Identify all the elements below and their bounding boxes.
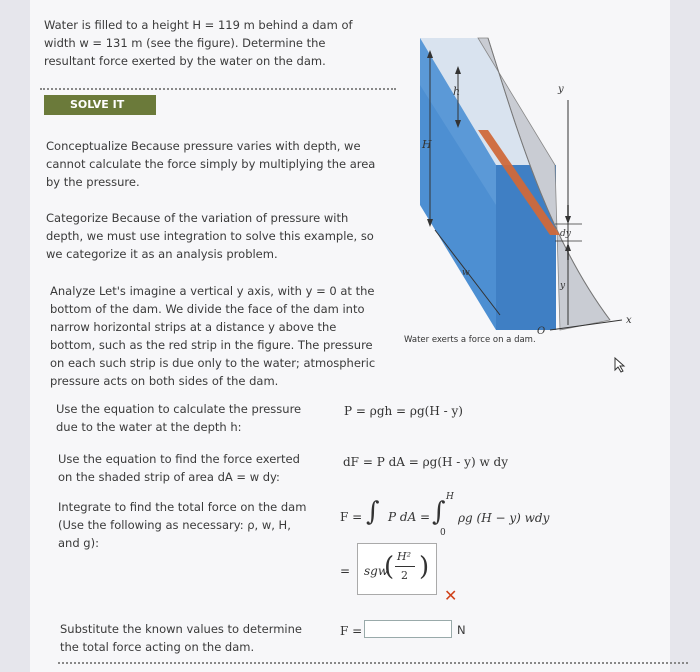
force-answer-input[interactable] <box>364 620 452 638</box>
force-element-equation: dF = P dA = ρg(H - y) w dy <box>343 455 508 469</box>
bottom-divider <box>58 662 688 664</box>
paragraph-line: Categorize Because of the variation of pressure with <box>46 211 349 225</box>
answer-prefix: sgw <box>364 564 389 578</box>
step-line: Use the equation to calculate the pressure <box>56 402 302 416</box>
paragraph-line: pressure acts on both sides of the dam. <box>50 374 279 388</box>
step3-text <box>58 498 318 552</box>
divider <box>40 88 396 90</box>
label-dy: dy <box>560 229 571 239</box>
paragraph-line: bottom of the dam. We divide the face of the dam into <box>50 302 365 316</box>
step-line: the total force acting on the dam. <box>60 640 255 654</box>
paragraph-line: cannot calculate the force simply by multiplying the area <box>46 157 376 171</box>
paragraph-line: narrow horizontal strips at a distance y above the <box>50 320 337 334</box>
step1-text <box>56 400 316 436</box>
label-y-small: y <box>560 281 566 291</box>
paragraph-line: on each such strip is due only to the water; atmospheric <box>50 356 376 370</box>
step-line: Integrate to find the total force on the dam <box>58 500 307 514</box>
paragraph-line: bottom, such as the red strip in the figure. The pressure <box>50 338 373 352</box>
analyze-paragraph <box>50 282 390 390</box>
paragraph-line: by the pressure. <box>46 175 140 189</box>
label-y-axis: y <box>558 84 564 95</box>
integral-sign: ∫ <box>366 497 380 527</box>
integrand: ρg (H − y) wdy <box>458 511 550 525</box>
paragraph-line: we categorize it as an analysis problem. <box>46 247 278 261</box>
step-line: and g): <box>58 536 99 550</box>
upper-limit: H <box>446 492 454 502</box>
categorize-paragraph <box>46 209 386 263</box>
step-line: on the shaded strip of area dA = w dy: <box>58 470 280 484</box>
mouse-cursor-icon <box>612 356 628 374</box>
paragraph-line: Analyze Let's imagine a vertical y axis, with y = 0 at the <box>50 284 375 298</box>
step4-text <box>60 620 320 656</box>
conceptualize-paragraph <box>46 137 386 191</box>
label-h: h <box>453 85 461 98</box>
integral-label: F = <box>340 510 363 524</box>
label-x-axis: x <box>626 315 632 326</box>
step-line: Use the equation to find the force exerted <box>58 452 300 466</box>
dam-figure <box>400 30 650 340</box>
equals-sign: = <box>340 564 351 578</box>
problem-line: resultant force exerted by the water on the dam. <box>44 54 326 68</box>
problem-statement <box>44 16 374 70</box>
solve-it-banner: SOLVE IT <box>44 95 156 115</box>
problem-line: width w = 131 m (see the figure). Determine the <box>44 36 326 50</box>
label-w: w <box>462 268 470 278</box>
label-H: H <box>422 138 432 151</box>
lower-limit: 0 <box>440 528 446 538</box>
right-paren: ) <box>419 552 430 582</box>
left-paren: ( <box>384 552 395 582</box>
paragraph-line: depth, we must use integration to solve this example, so <box>46 229 374 243</box>
definite-integral-sign: ∫ <box>432 497 446 527</box>
answer-denominator: 2 <box>401 569 408 582</box>
figure-caption: Water exerts a force on a dam. <box>404 335 536 345</box>
integral-middle: P dA = <box>388 510 431 524</box>
force-label: F = <box>340 624 363 638</box>
step-line: Substitute the known values to determine <box>60 622 302 636</box>
label-origin: O <box>537 326 546 337</box>
step-line: (Use the following as necessary: ρ, w, H, <box>58 518 291 532</box>
paragraph-line: Conceptualize Because pressure varies with depth, we <box>46 139 361 153</box>
step2-text <box>58 450 318 486</box>
answer-numerator: H² <box>397 550 412 563</box>
unit-label: N <box>457 623 466 637</box>
pressure-equation: P = ρgh = ρg(H - y) <box>344 404 463 418</box>
incorrect-x-icon: ✕ <box>444 586 458 605</box>
fraction-bar <box>395 566 415 567</box>
step-line: due to the water at the depth h: <box>56 420 242 434</box>
problem-line: Water is filled to a height H = 119 m behind a dam of <box>44 18 353 32</box>
